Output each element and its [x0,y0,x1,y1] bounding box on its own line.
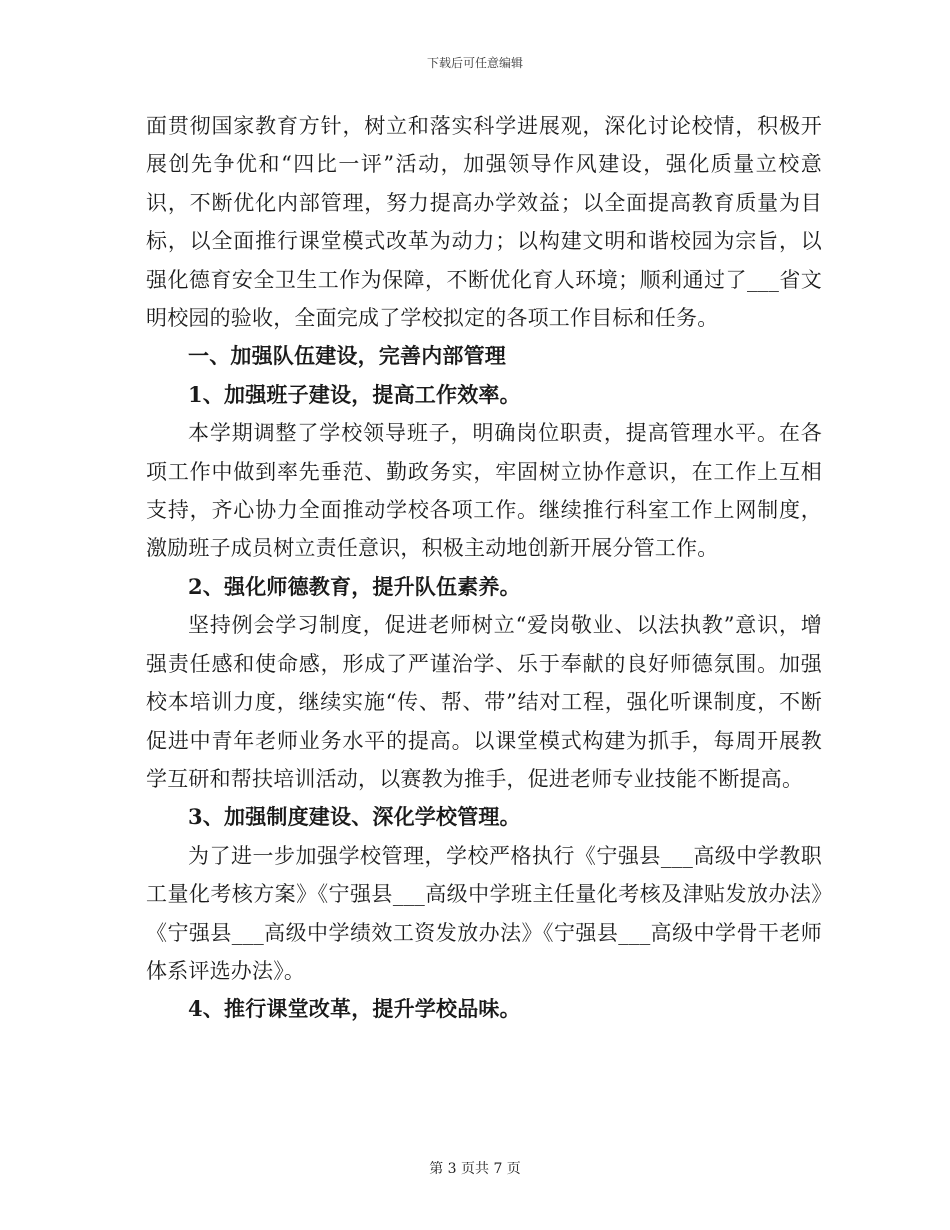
subsection-heading-1: 1、加强班子建设，提高工作效率。 [188,381,521,407]
paragraph-1: 本学期调整了学校领导班子，明确岗位职责，提高管理水平。在各项工作中做到率先垂范、勤政务实，牢固树立协作意识，在工作上互相支持，齐心协力全面推动学校各项工作。继续推行科室工作上网制度，激励班子成员树立责任意识，积极主动地创新开展分管工作。 [146,421,822,561]
subsection-heading-4: 4、推行课堂改革，提升学校品味。 [188,996,521,1022]
document-body [146,107,822,1029]
paragraph-3: 为了进一步加强学校管理，学校严格执行《宁强县___高级中学教职工量化考核方案》《宁强县___高级中学班主任量化考核及津贴发放办法》《宁强县___高级中学绩效工资发放办法》《宁强县___高级中学骨干老师体系评选办法》。 [146,843,822,983]
page-number: 第 3 页共 7 页 [429,1161,521,1177]
section-heading: 一、加强队伍建设，完善内部管理 [188,343,506,369]
subsection-heading-3: 3、加强制度建设、深化学校管理。 [188,804,521,830]
intro-paragraph: 面贯彻国家教育方针，树立和落实科学进展观，深化讨论校情，积极开展创先争优和“四比一评”活动，加强领导作风建设，强化质量立校意识，不断优化内部管理，努力提高办学效益；以全面提高教育质量为目标，以全面推行课堂模式改革为动力；以构建文明和谐校园为宗旨，以强化德育安全卫生工作为保障，不断优化育人环境；顺利通过了___省文明校园的验收，全面完成了学校拟定的各项工作目标和任务。 [146,114,822,331]
paragraph-2: 坚持例会学习制度，促进老师树立“爱岗敬业、以法执教”意识，增强责任感和使命感，形成了严谨治学、乐于奉献的良好师德氛围。加强校本培训力度，继续实施“传、帮、带”结对工程，强化听课制度，不断促进中青年老师业务水平的提高。以课堂模式构建为抓手，每周开展教学互研和帮扶培训活动，以赛教为推手，促进老师专业技能不断提高。 [146,613,822,791]
page-header: 下载后可任意编辑 [426,56,523,70]
subsection-heading-2: 2、强化师德教育，提升队伍素养。 [188,573,521,599]
